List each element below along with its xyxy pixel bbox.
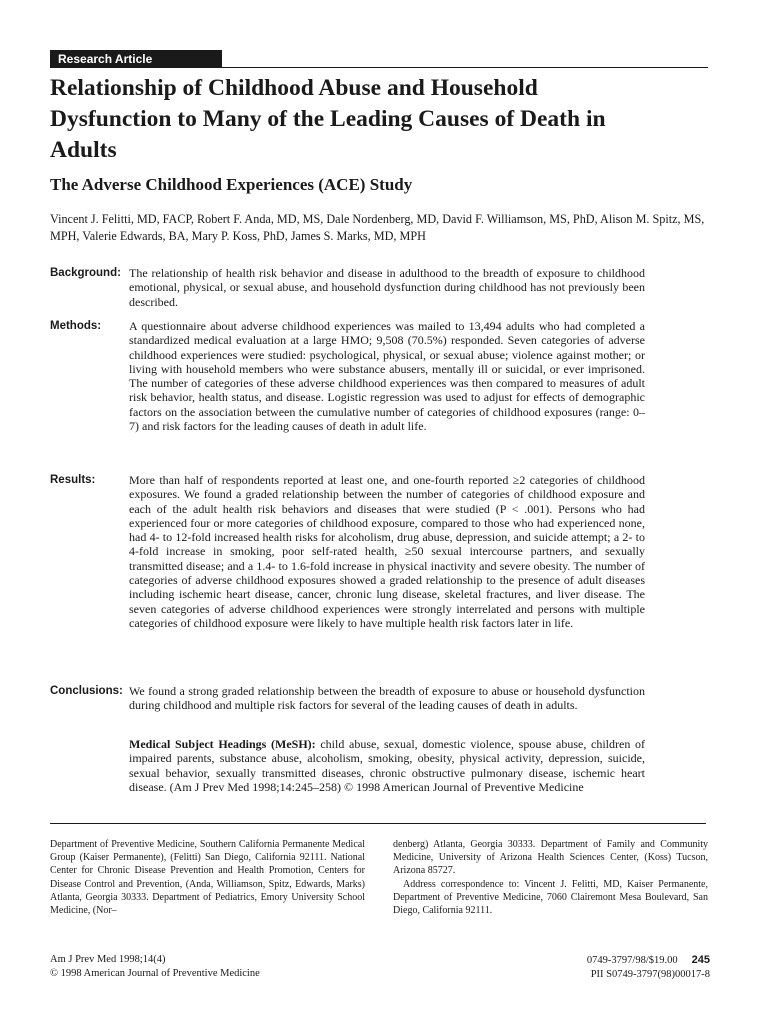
article-title: Relationship of Childhood Abuse and Household Dysfunction to Many of the Leading Causes of Death in Adults	[50, 75, 606, 163]
article-subtitle: The Adverse Childhood Experiences (ACE) Study	[50, 175, 413, 194]
footer-identifiers	[460, 953, 710, 982]
mesh-label: Medical Subject Headings (MeSH):	[129, 737, 316, 751]
issn-price: 0749-3797/98/$19.00	[586, 955, 678, 966]
article-type-label: Research Article	[50, 50, 222, 68]
results-label: Results:	[50, 474, 96, 486]
affiliations-continued: denberg) Atlanta, Georgia 30333. Department of Family and Community Medicine, University of Arizona Health Sciences Center, (Koss) Tucson, Arizona 85727.	[393, 839, 708, 877]
page-number: 245	[691, 954, 710, 966]
affiliations-right	[393, 838, 708, 917]
header-bar	[50, 50, 708, 68]
mesh-text: child abuse, sexual, domestic violence, spouse abuse, children of impaired parents, substance abuse, alcoholism, smoking, obesity, physical activity, depression, suicide, sexual behavior, sexually transmitted diseases, chronic obstructive pulmonary disease, ischemic heart disease. (Am J Prev Med 1998;14:245–258) © 1998 American Journal of Preventive Medicine	[129, 737, 645, 794]
author-list: Vincent J. Felitti, MD, FACP, Robert F. Anda, MD, MS, Dale Nordenberg, MD, David F. Williamson, MS, PhD, Alison M. Spitz, MS, MPH, Valerie Edwards, BA, Mary P. Koss, PhD, James S. Marks, MD, MPH	[50, 212, 705, 243]
background-label: Background:	[50, 267, 121, 279]
pii-line: PII S0749-3797(98)00017-8	[590, 969, 710, 980]
conclusions-label: Conclusions:	[50, 685, 123, 697]
background-text: The relationship of health risk behavior and disease in adulthood to the breadth of exposure to childhood emotional, physical, or sexual abuse, and household dysfunction during childhood has not previously been described.	[129, 266, 645, 309]
mesh-paragraph	[129, 737, 645, 794]
journal-citation: Am J Prev Med 1998;14(4)	[50, 954, 166, 965]
methods-text: A questionnaire about adverse childhood experiences was mailed to 13,494 adults who had completed a standardized medical evaluation at a large HMO; 9,508 (70.5%) responded. Seven categories of adverse childhood experiences were studied: psychological, physical, or sexual abuse; violence against mother; or living with household members who were substance abusers, mentally ill or suicidal, or ever imprisoned. The number of categories of these adverse childhood experiences was then compared to measures of adult risk behavior, health status, and disease. Logistic regression was used to adjust for effects of demographic factors on the association between the cumulative number of categories of childhood exposures (range: 0–7) and risk factors for the leading causes of death in adult life.	[129, 319, 645, 434]
correspondence-address: Address correspondence to: Vincent J. Felitti, MD, Kaiser Permanente, Department of Preventive Medicine, 7060 Clairemont Mesa Boulevard, San Diego, California 92111.	[393, 878, 708, 917]
results-text: More than half of respondents reported at least one, and one-fourth reported ≥2 categories of childhood exposures. We found a graded relationship between the number of categories of childhood exposure and each of the adult health risk behaviors and diseases that were studied (P < .001). Persons who had experienced four or more categories of childhood exposure, compared to those who had experienced none, had 4- to 12-fold increased health risks for alcoholism, drug abuse, depression, and suicide attempt; a 2- to 4-fold increase in smoking, poor self-rated health, ≥50 sexual intercourse partners, and sexually transmitted disease; and a 1.4- to 1.6-fold increase in physical inactivity and severe obesity. The number of categories of adverse childhood exposures showed a graded relationship to the presence of adult diseases including ischemic heart disease, cancer, chronic lung disease, skeletal fractures, and liver disease. The seven categories of adverse childhood experiences were strongly interrelated and persons with multiple categories of childhood exposure were likely to have multiple health risk factors later in life.	[129, 473, 645, 630]
footer-journal-info	[50, 953, 370, 981]
conclusions-text: We found a strong graded relationship between the breadth of exposure to abuse or household dysfunction during childhood and multiple risk factors for several of the leading causes of death in adults.	[129, 684, 645, 713]
affiliations-left: Department of Preventive Medicine, Southern California Permanente Medical Group (Kaiser Permanente), (Felitti) San Diego, California 92111. National Center for Chronic Disease Prevention and Health Promotion, Centers for Disease Control and Prevention, (Anda, Williamson, Spitz, Edwards, Marks) Atlanta, Georgia 30333. Department of Pediatrics, Emory University School Medicine, (Nor–	[50, 839, 365, 917]
price-line	[460, 953, 710, 968]
footnote-divider	[50, 823, 706, 824]
methods-label: Methods:	[50, 320, 102, 332]
journal-copyright: © 1998 American Journal of Preventive Medicine	[50, 968, 260, 979]
